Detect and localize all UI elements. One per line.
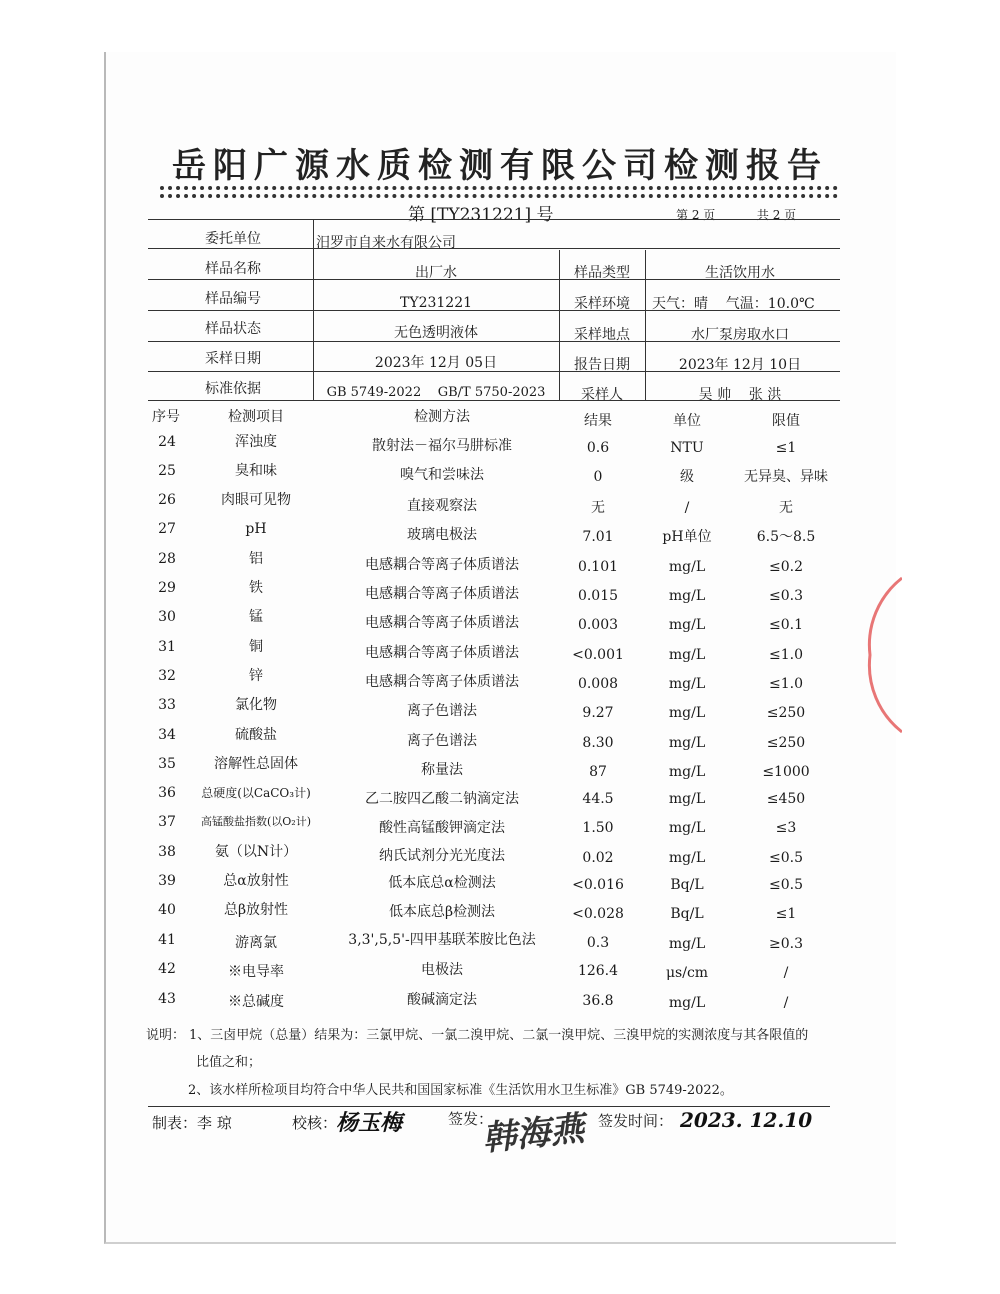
page-total: 共 2 页 xyxy=(756,208,797,222)
table-row xyxy=(0,579,1000,608)
col-header-unit: 单位 xyxy=(673,413,701,429)
row-no: 24 xyxy=(158,434,176,450)
row-unit: mg/L xyxy=(668,936,706,952)
row-limit: / xyxy=(783,995,789,1011)
row-unit: μs/cm xyxy=(665,965,709,981)
row-no: 43 xyxy=(158,991,176,1007)
row-item: 硫酸盐 xyxy=(235,727,277,743)
row-method: 嗅气和尝味法 xyxy=(400,467,484,483)
row-limit: ≤0.1 xyxy=(769,617,803,633)
col-header-limit: 限值 xyxy=(772,413,800,429)
row-method: 直接观察法 xyxy=(407,498,477,514)
row-method: 电感耦合等离子体质谱法 xyxy=(365,615,519,631)
row-no: 41 xyxy=(158,932,176,948)
table-row xyxy=(0,667,1000,696)
table-row xyxy=(0,491,1000,520)
standard-value: GB 5749-2022 GB/T 5750-2023 xyxy=(326,385,546,400)
row-item: 游离氯 xyxy=(235,935,277,951)
row-no: 28 xyxy=(158,551,176,567)
row-result: 0.6 xyxy=(586,440,610,456)
checked-signature: 杨玉梅 xyxy=(336,1110,403,1136)
title-divider-2 xyxy=(160,194,838,198)
table-row xyxy=(0,755,1000,784)
row-no: 31 xyxy=(158,639,176,655)
client-value: 汨罗市自来水有限公司 xyxy=(316,235,456,251)
site-label: 采样地点 xyxy=(574,327,630,343)
report-number: 第 [TY231221] 号 xyxy=(408,205,554,225)
approved-signature: 韩海燕 xyxy=(480,1108,587,1160)
table-line xyxy=(148,248,840,249)
note-1b: 比值之和； xyxy=(196,1055,262,1070)
row-item: 氯化物 xyxy=(235,697,277,713)
row-item: 锌 xyxy=(249,668,263,684)
row-unit: mg/L xyxy=(668,735,706,751)
footer-divider xyxy=(148,1106,830,1107)
row-limit: ≤450 xyxy=(766,791,806,807)
row-no: 26 xyxy=(158,492,176,508)
sampler-label: 采样人 xyxy=(581,387,623,403)
row-no: 39 xyxy=(158,873,176,889)
row-result: <0.001 xyxy=(572,647,624,663)
issue-date-value: 2023. 12.10 xyxy=(680,1108,813,1132)
row-unit: mg/L xyxy=(668,705,706,721)
standard-label: 标准依据 xyxy=(205,381,261,397)
table-row xyxy=(0,696,1000,725)
env-value: 天气：晴 气温：10.0℃ xyxy=(652,296,815,312)
row-result: <0.028 xyxy=(572,906,624,922)
row-unit: Bq/L xyxy=(670,877,704,893)
row-unit: pH单位 xyxy=(662,529,712,545)
row-method: 酸性高锰酸钾滴定法 xyxy=(379,820,505,836)
row-method: 电感耦合等离子体质谱法 xyxy=(365,586,519,602)
company-seal xyxy=(862,570,902,740)
row-method: 散射法－福尔马肼标准 xyxy=(372,438,512,454)
row-unit: NTU xyxy=(670,440,704,456)
table-row xyxy=(0,901,1000,930)
sample-no-value: TY231221 xyxy=(399,295,473,311)
table-row xyxy=(0,813,1000,842)
table-row xyxy=(0,726,1000,755)
title-divider xyxy=(160,186,838,190)
table-vline xyxy=(313,219,314,400)
table-vline xyxy=(645,250,646,400)
row-method: 纳氏试剂分光光度法 xyxy=(379,848,505,864)
row-result: <0.016 xyxy=(572,877,624,893)
row-method: 酸碱滴定法 xyxy=(407,992,477,1008)
row-result: 7.01 xyxy=(582,529,614,545)
row-result: 无 xyxy=(591,500,605,516)
row-no: 25 xyxy=(158,463,176,479)
row-result: 0 xyxy=(593,469,603,485)
row-method: 电感耦合等离子体质谱法 xyxy=(365,557,519,573)
table-row xyxy=(0,931,1000,960)
row-no: 32 xyxy=(158,668,176,684)
row-item: ※电导率 xyxy=(228,964,284,980)
row-limit: 6.5～8.5 xyxy=(756,529,816,545)
issue-date-label: 签发时间： xyxy=(598,1112,674,1130)
row-unit: mg/L xyxy=(668,764,706,780)
sample-type-label: 样品类型 xyxy=(574,265,630,281)
report-date-label: 报告日期 xyxy=(574,357,630,373)
row-limit: 无 xyxy=(779,500,793,516)
prepared-label: 制表： xyxy=(152,1114,198,1132)
table-row xyxy=(0,784,1000,813)
prepared-name: 李 琼 xyxy=(197,1114,232,1132)
row-limit: / xyxy=(783,965,789,981)
row-item: 锰 xyxy=(249,609,263,625)
table-row xyxy=(0,550,1000,579)
row-limit: ≤3 xyxy=(775,820,797,836)
row-result: 9.27 xyxy=(582,705,614,721)
row-no: 29 xyxy=(158,580,176,596)
row-item: 浑浊度 xyxy=(235,434,277,450)
row-result: 1.50 xyxy=(582,820,614,836)
row-no: 38 xyxy=(158,844,176,860)
report-date-value: 2023年 12月 10日 xyxy=(678,357,802,373)
row-limit: ≤250 xyxy=(766,705,806,721)
row-item: 总α放射性 xyxy=(223,873,289,889)
row-limit: ≤1000 xyxy=(762,764,810,780)
row-item: 总硬度(以CaCO₃计) xyxy=(201,786,311,800)
row-result: 0.008 xyxy=(577,676,619,692)
row-method: 称量法 xyxy=(421,762,463,778)
row-item: 臭和味 xyxy=(235,463,277,479)
row-result: 0.015 xyxy=(577,588,619,604)
table-row xyxy=(0,990,1000,1019)
row-unit: mg/L xyxy=(668,791,706,807)
table-row xyxy=(0,433,1000,462)
row-item: 总β放射性 xyxy=(223,902,289,918)
col-header-result: 结果 xyxy=(584,413,612,429)
row-no: 27 xyxy=(158,521,176,537)
row-unit: mg/L xyxy=(668,676,706,692)
row-method: 低本底总α检测法 xyxy=(388,875,496,891)
state-value: 无色透明液体 xyxy=(394,325,478,341)
sample-no-label: 样品编号 xyxy=(205,291,261,307)
table-row xyxy=(0,960,1000,989)
row-limit: ≤1.0 xyxy=(769,647,803,663)
row-unit: mg/L xyxy=(668,995,706,1011)
sample-name-value: 出厂水 xyxy=(415,265,457,281)
row-unit: mg/L xyxy=(668,820,706,836)
row-unit: mg/L xyxy=(668,588,706,604)
table-row xyxy=(0,872,1000,901)
row-result: 36.8 xyxy=(582,993,614,1009)
row-result: 87 xyxy=(589,764,607,780)
row-item: 高锰酸盐指数(以O₂计) xyxy=(200,815,311,828)
table-row xyxy=(0,843,1000,872)
row-method: 电感耦合等离子体质谱法 xyxy=(365,674,519,690)
row-method: 玻璃电极法 xyxy=(407,527,477,543)
row-result: 0.003 xyxy=(577,617,619,633)
page-current: 第 2 页 xyxy=(676,208,716,222)
sample-type-value: 生活饮用水 xyxy=(705,265,775,281)
row-method: 离子色谱法 xyxy=(407,703,477,719)
row-unit: mg/L xyxy=(668,617,706,633)
row-unit: Bq/L xyxy=(670,906,704,922)
env-label: 采样环境 xyxy=(574,296,630,312)
sample-date-label: 采样日期 xyxy=(205,351,261,367)
row-result: 0.02 xyxy=(582,850,614,866)
row-item: 铜 xyxy=(249,639,263,655)
client-label: 委托单位 xyxy=(205,231,261,247)
row-item: 氨（以N计） xyxy=(214,844,298,860)
row-no: 42 xyxy=(158,961,176,977)
row-result: 44.5 xyxy=(582,791,614,807)
row-no: 34 xyxy=(158,727,176,743)
row-result: 0.3 xyxy=(586,935,610,951)
row-limit: ≥0.3 xyxy=(769,936,803,952)
row-unit: mg/L xyxy=(668,647,706,663)
row-method: 电感耦合等离子体质谱法 xyxy=(365,645,519,661)
row-limit: ≤1.0 xyxy=(769,676,803,692)
note-1a: 1、三卤甲烷（总量）结果为：三氯甲烷、一氯二溴甲烷、二氯一溴甲烷、三溴甲烷的实测浓度与其各限值的 xyxy=(189,1028,809,1043)
row-limit: ≤0.2 xyxy=(769,559,803,575)
sampler-value: 吴 帅 张 洪 xyxy=(698,387,782,403)
col-header-no: 序号 xyxy=(152,409,180,425)
table-row xyxy=(0,520,1000,549)
row-method: 电极法 xyxy=(421,962,463,978)
row-item: 肉眼可见物 xyxy=(221,492,291,508)
row-result: 0.101 xyxy=(577,559,619,575)
row-unit: mg/L xyxy=(668,850,706,866)
row-method: 低本底总β检测法 xyxy=(388,904,496,920)
row-result: 8.30 xyxy=(582,735,614,751)
report-title: 岳阳广源水质检测有限公司检测报告 xyxy=(172,146,828,186)
row-limit: 无异臭、异味 xyxy=(744,469,828,485)
row-no: 36 xyxy=(158,785,176,801)
row-method: 3,3',5,5'-四甲基联苯胺比色法 xyxy=(348,932,536,948)
page-info xyxy=(676,206,796,223)
col-header-method: 检测方法 xyxy=(414,409,470,425)
notes-label: 说明： xyxy=(146,1028,186,1043)
table-row xyxy=(0,462,1000,491)
row-limit: ≤0.5 xyxy=(769,850,803,866)
row-no: 40 xyxy=(158,902,176,918)
row-unit: 级 xyxy=(680,469,694,485)
row-method: 乙二胺四乙酸二钠滴定法 xyxy=(365,791,519,807)
row-item: ※总碱度 xyxy=(228,994,284,1010)
checked-label: 校核： xyxy=(292,1114,338,1132)
row-item: 铁 xyxy=(249,580,263,596)
state-label: 样品状态 xyxy=(205,321,261,337)
col-header-item: 检测项目 xyxy=(228,409,284,425)
table-row xyxy=(0,608,1000,637)
row-no: 37 xyxy=(158,814,176,830)
row-limit: ≤1 xyxy=(775,440,797,456)
row-item: 溶解性总固体 xyxy=(214,756,298,772)
sample-name-label: 样品名称 xyxy=(205,261,261,277)
row-limit: ≤0.3 xyxy=(769,588,803,604)
prepared-by xyxy=(152,1112,232,1133)
row-limit: ≤1 xyxy=(775,906,797,922)
row-limit: ≤0.5 xyxy=(769,877,803,893)
row-method: 离子色谱法 xyxy=(407,733,477,749)
table-row xyxy=(0,638,1000,667)
row-item: pH xyxy=(245,521,267,537)
table-top-line xyxy=(148,219,840,220)
note-2: 2、该水样所检项目均符合中华人民共和国国家标准《生活饮用水卫生标准》GB 5749-2022。 xyxy=(188,1083,733,1098)
row-no: 35 xyxy=(158,756,176,772)
row-limit: ≤250 xyxy=(766,735,806,751)
row-result: 126.4 xyxy=(577,963,619,979)
row-no: 30 xyxy=(158,609,176,625)
approved-label: 签发： xyxy=(448,1110,494,1128)
row-item: 铝 xyxy=(249,551,263,567)
row-unit: / xyxy=(684,500,690,516)
row-unit: mg/L xyxy=(668,559,706,575)
site-value: 水厂泵房取水口 xyxy=(691,327,789,343)
sample-date-value: 2023年 12月 05日 xyxy=(374,355,498,371)
row-no: 33 xyxy=(158,697,176,713)
